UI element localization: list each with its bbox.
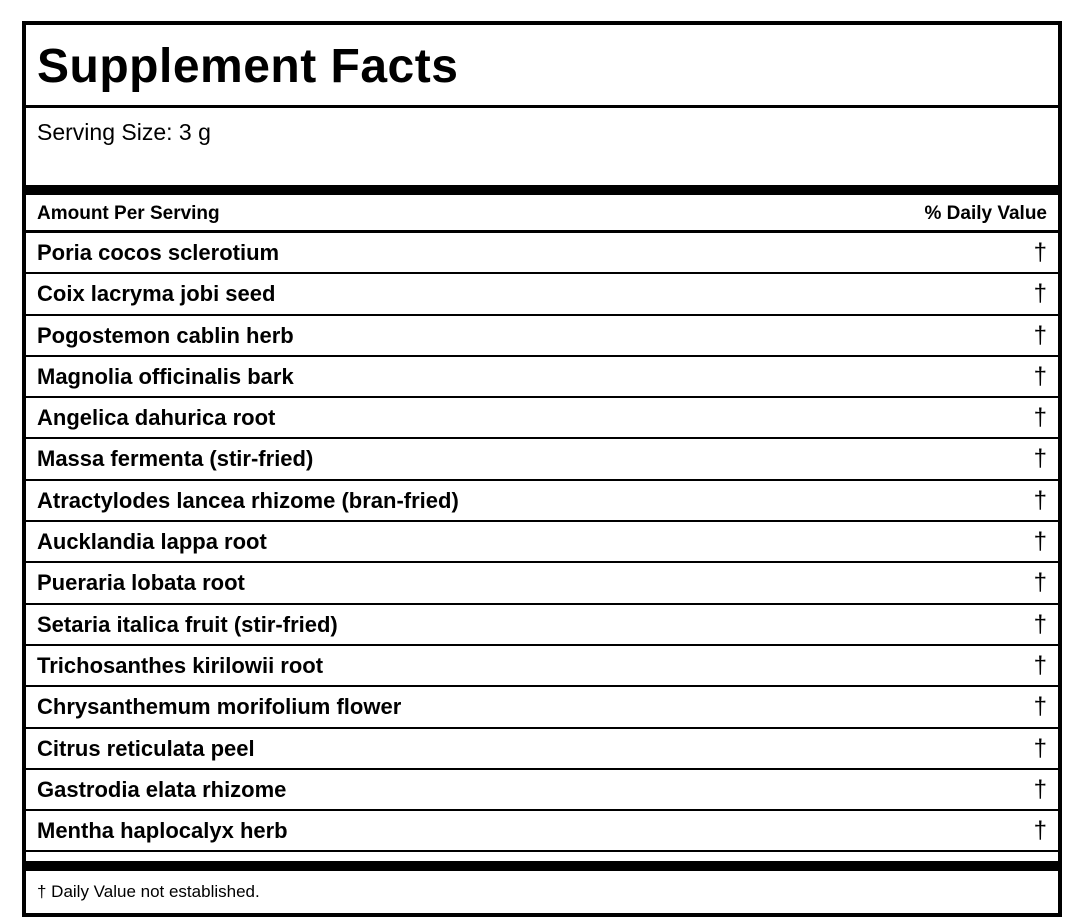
ingredient-name: Coix lacryma jobi seed [37,281,276,307]
ingredient-name: Poria cocos sclerotium [37,240,280,265]
footer-divider [26,861,1058,871]
ingredient-row [26,481,1058,522]
label-title: Supplement Facts [37,40,459,93]
ingredient-daily-value: † [1033,445,1047,473]
ingredient-row [26,729,1058,770]
ingredient-row [26,522,1058,563]
ingredient-daily-value: † [1033,817,1047,845]
serving-size: Serving Size: 3 g [37,119,211,145]
ingredient-name: Mentha haplocalyx herb [37,818,288,844]
ingredient-daily-value: † [1033,734,1047,762]
ingredient-daily-value: † [1033,486,1047,514]
ingredient-name: Gastrodia elata rhizome [37,776,287,802]
daily-value-footnote: † Daily Value not established. [37,882,260,901]
supplement-facts-label [22,21,1062,917]
ingredient-name: Aucklandia lappa root [37,529,267,555]
ingredient-row [26,274,1058,315]
ingredient-daily-value: † [1033,404,1047,432]
ingredient-name: Massa fermenta (stir-fried) [37,446,314,472]
ingredient-daily-value: † [1033,610,1047,638]
ingredient-daily-value: † [1033,321,1047,349]
serving-section [26,108,1058,195]
amount-per-serving-header: Amount Per Serving [37,203,220,224]
ingredient-row [26,811,1058,852]
ingredient-row [26,357,1058,398]
ingredient-name: Chrysanthemum morifolium flower [37,694,402,720]
ingredient-row [26,563,1058,604]
ingredient-name: Trichosanthes kirilowii root [37,652,324,678]
ingredient-name: Setaria italica fruit (stir-fried) [37,611,338,637]
ingredient-name: Magnolia officinalis bark [37,363,294,389]
ingredient-name: Atractylodes lancea rhizome (bran-fried) [37,487,459,513]
ingredient-name: Angelica dahurica root [37,405,276,431]
ingredient-row [26,770,1058,811]
ingredient-name: Pueraria lobata root [37,570,245,596]
ingredient-daily-value: † [1033,569,1047,597]
title-section [26,25,1058,108]
ingredient-daily-value: † [1033,280,1047,308]
ingredient-row [26,439,1058,480]
ingredient-row [26,687,1058,728]
ingredient-daily-value: † [1033,693,1047,721]
ingredient-daily-value: † [1033,651,1047,679]
ingredient-daily-value: † [1033,775,1047,803]
ingredient-daily-value: † [1033,239,1047,266]
ingredient-name: Pogostemon cablin herb [37,322,294,348]
ingredient-row [26,646,1058,687]
ingredient-daily-value: † [1033,362,1047,390]
ingredient-list [26,233,1058,852]
ingredient-row [26,233,1058,274]
daily-value-header: % Daily Value [924,203,1047,224]
ingredient-daily-value: † [1033,528,1047,556]
ingredient-row [26,398,1058,439]
ingredient-row [26,316,1058,357]
ingredient-name: Citrus reticulata peel [37,735,255,761]
ingredient-row [26,605,1058,646]
column-header-row [26,195,1058,233]
